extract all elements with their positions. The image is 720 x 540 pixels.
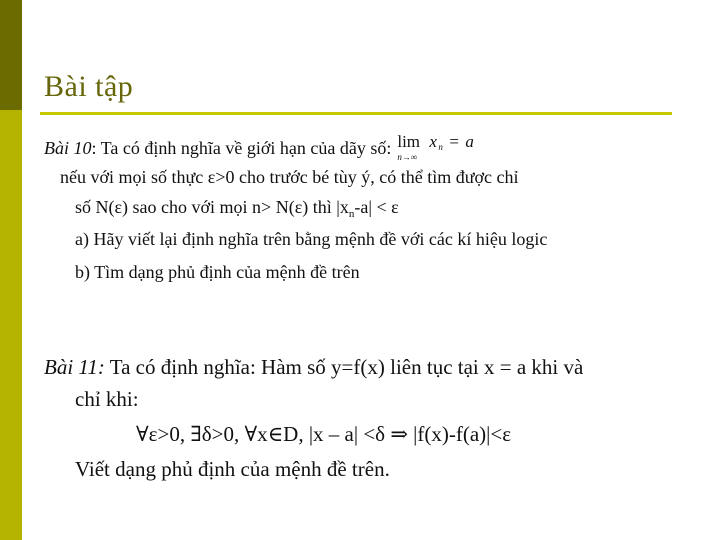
exercise-10-item-b: b) Tìm dạng phủ định của mệnh đề trên [75, 262, 360, 282]
exercise-11-label: Bài 11: [44, 355, 105, 379]
limit-x: x [429, 132, 437, 151]
exercise-11-line1-text: Ta có định nghĩa: Hàm số y=f(x) liên tục tại x = a khi và [104, 355, 584, 379]
limit-x-subscript: n [438, 142, 443, 152]
exercise-10-line3-sub: n [348, 208, 355, 220]
limit-formula [397, 132, 485, 162]
limit-equals: = [449, 132, 459, 151]
exercise-11-line1 [44, 355, 583, 380]
exercise-10-line3 [75, 197, 399, 220]
limit-under: n→∞ [397, 152, 418, 162]
exercise-10-intro-text: : Ta có định nghĩa về giới hạn của dãy số: [91, 138, 392, 158]
exercise-10-line2: nếu với mọi số thực ε>0 cho trước bé tùy ý, có thể tìm được chỉ [60, 167, 519, 187]
exercise-10-line3-a: số N(ε) sao cho với mọi n> N(ε) thì |x [75, 197, 349, 217]
accent-bar-bottom [0, 110, 22, 540]
exercise-11-formula: ∀ε>0, ∃δ>0, ∀x∈D, |x – a| <δ ⇒ |f(x)-f(a)|<ε [136, 422, 512, 446]
accent-bar-top [0, 0, 22, 110]
title-underline [40, 112, 672, 115]
exercise-10-intro [44, 132, 485, 162]
exercise-10-label: Bài 10 [44, 138, 92, 158]
exercise-10-item-a: a) Hãy viết lại định nghĩa trên bằng mệnh đề với các kí hiệu logic [75, 229, 548, 249]
exercise-11-line4: Viết dạng phủ định của mệnh đề trên. [75, 457, 390, 481]
limit-a: a [465, 132, 474, 151]
exercise-11-line2: chỉ khi: [75, 387, 139, 411]
limit-lim: lim [397, 132, 421, 151]
exercise-10-line3-b: -a| < ε [354, 197, 399, 217]
slide-title: Bài tập [44, 70, 134, 103]
